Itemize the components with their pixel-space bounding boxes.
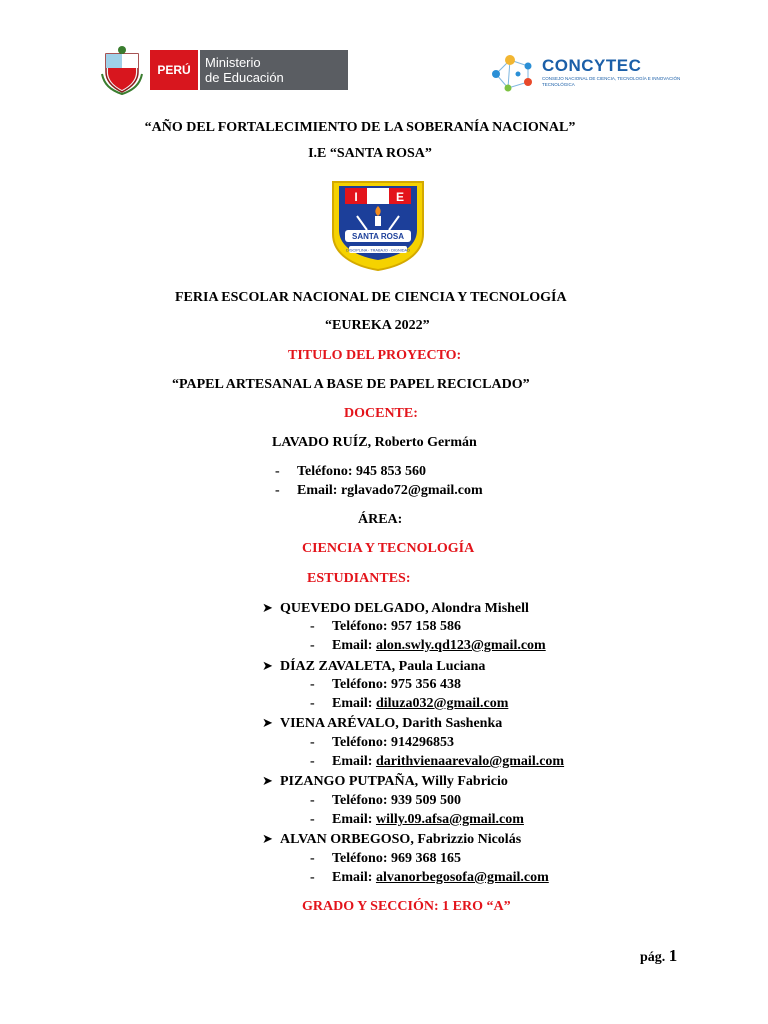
area-heading: ÁREA: [358,512,403,527]
student-email-link[interactable]: alon.swly.qd123@gmail.com [375,638,546,653]
dash-bullet: - [310,735,315,750]
student-surname: ALVAN ORBEGOSO, [280,832,414,847]
teacher-phone-text: Teléfono: 945 853 560 [297,464,426,479]
dash-bullet: - [310,696,315,711]
peru-label: PERÚ [157,63,191,77]
shield-letter-e: E [395,190,405,204]
school-name: I.E “SANTA ROSA” [308,146,432,161]
ministry-of-education-logo [98,44,350,96]
student-phone [310,793,461,809]
dash-bullet: - [310,851,315,866]
student-surname: PIZANGO PUTPAÑA, [280,774,419,789]
student-name [262,658,485,675]
concytec-name: CONCYTEC [542,56,642,75]
student-given-name: Fabrizzio Nicolás [413,832,522,847]
student-email-link[interactable]: diluza032@gmail.com [375,696,509,711]
concytec-logo [488,52,688,98]
student-given-name: Paula Luciana [395,659,486,674]
ministry-label-box [200,50,348,90]
student-phone-text: Teléfono: 975 356 438 [332,677,461,692]
shield-banner: SANTA ROSA [352,232,404,241]
arrowhead-bullet-icon: ➤ [262,773,273,788]
students-heading: ESTUDIANTES: [307,571,411,586]
dash-bullet: - [310,677,315,692]
student-name [262,715,502,732]
student-email [310,638,546,654]
page-number-value: 1 [668,946,678,965]
arrowhead-bullet-icon: ➤ [262,658,273,673]
student-email-link[interactable]: darithvienaarevalo@gmail.com [375,754,565,769]
student-email [310,812,524,828]
arrowhead-bullet-icon: ➤ [262,600,273,615]
dash-bullet: - [310,870,315,885]
teacher-email [275,483,483,499]
teacher-email-text[interactable]: Email: rglavado72@gmail.com [297,483,483,498]
shield-motto: DISCIPLINA · TRABAJO · DIGNIDAD [346,248,410,253]
student-surname: VIENA ARÉVALO, [280,716,399,731]
student-phone [310,851,461,867]
year-motto: “AÑO DEL FORTALECIMIENTO DE LA SOBERANÍA NACIONAL” [144,120,576,135]
peru-label-box [150,50,198,90]
student-surname: DÍAZ ZAVALETA, [280,659,396,674]
dash-bullet: - [310,812,315,827]
dash-bullet: - [310,638,315,653]
arrowhead-bullet-icon: ➤ [262,831,273,846]
teacher-heading: DOCENTE: [344,406,418,421]
teacher-given-name: Roberto Germán [371,435,477,450]
dash-bullet: - [310,754,315,769]
dash-bullet: - [310,619,315,634]
santa-rosa-school-shield-icon [331,180,425,272]
project-heading: TITULO DEL PROYECTO: [288,348,462,363]
dash-bullet: - [275,483,280,498]
student-phone [310,677,461,693]
student-email [310,696,508,712]
peru-coat-of-arms-icon [98,44,146,96]
page-label: pág. [640,950,666,965]
area-value: CIENCIA Y TECNOLOGÍA [302,541,475,556]
student-email [310,870,549,886]
student-phone [310,735,454,751]
network-nodes-icon [488,52,542,98]
student-email-label: Email: [332,870,376,885]
teacher-name [272,435,477,451]
student-phone-text: Teléfono: 914296853 [332,735,454,750]
student-phone-text: Teléfono: 939 509 500 [332,793,461,808]
dash-bullet: - [275,464,280,479]
student-name [262,773,508,790]
shield-letter-i: I [354,190,358,204]
student-email-link[interactable]: alvanorbegosofa@gmail.com [375,870,549,885]
student-given-name: Darith Sashenka [398,716,503,731]
ministry-label-line-2: de Educación [205,70,284,85]
student-email-link[interactable]: willy.09.afsa@gmail.com [375,812,524,827]
student-name [262,831,521,848]
arrowhead-bullet-icon: ➤ [262,715,273,730]
student-surname: QUEVEDO DELGADO, [280,601,429,616]
student-email-label: Email: [332,812,376,827]
teacher-surname: LAVADO RUÍZ, [272,435,372,450]
student-phone-text: Teléfono: 969 368 165 [332,851,461,866]
student-phone-text: Teléfono: 957 158 586 [332,619,461,634]
student-email-label: Email: [332,754,376,769]
grade-section: GRADO Y SECCIÓN: 1 ERO “A” [302,899,511,914]
student-given-name: Alondra Mishell [428,601,529,616]
dash-bullet: - [310,793,315,808]
student-given-name: Willy Fabricio [418,774,508,789]
project-title: “PAPEL ARTESANAL A BASE DE PAPEL RECICLADO” [172,377,530,392]
teacher-phone [275,464,426,480]
student-phone [310,619,461,635]
event-title: FERIA ESCOLAR NACIONAL DE CIENCIA Y TECNOLOGÍA [175,290,567,305]
page-number [640,946,677,966]
student-name [262,600,529,617]
student-email-label: Email: [332,638,376,653]
ministry-label-line-1: Ministerio [205,55,261,70]
student-email-label: Email: [332,696,376,711]
student-email [310,754,564,770]
concytec-subtitle: CONSEJO NACIONAL DE CIENCIA, TECNOLOGÍA E INNOVACIÓN TECNOLÓGICA [542,76,681,87]
event-name: “EUREKA 2022” [325,318,430,333]
